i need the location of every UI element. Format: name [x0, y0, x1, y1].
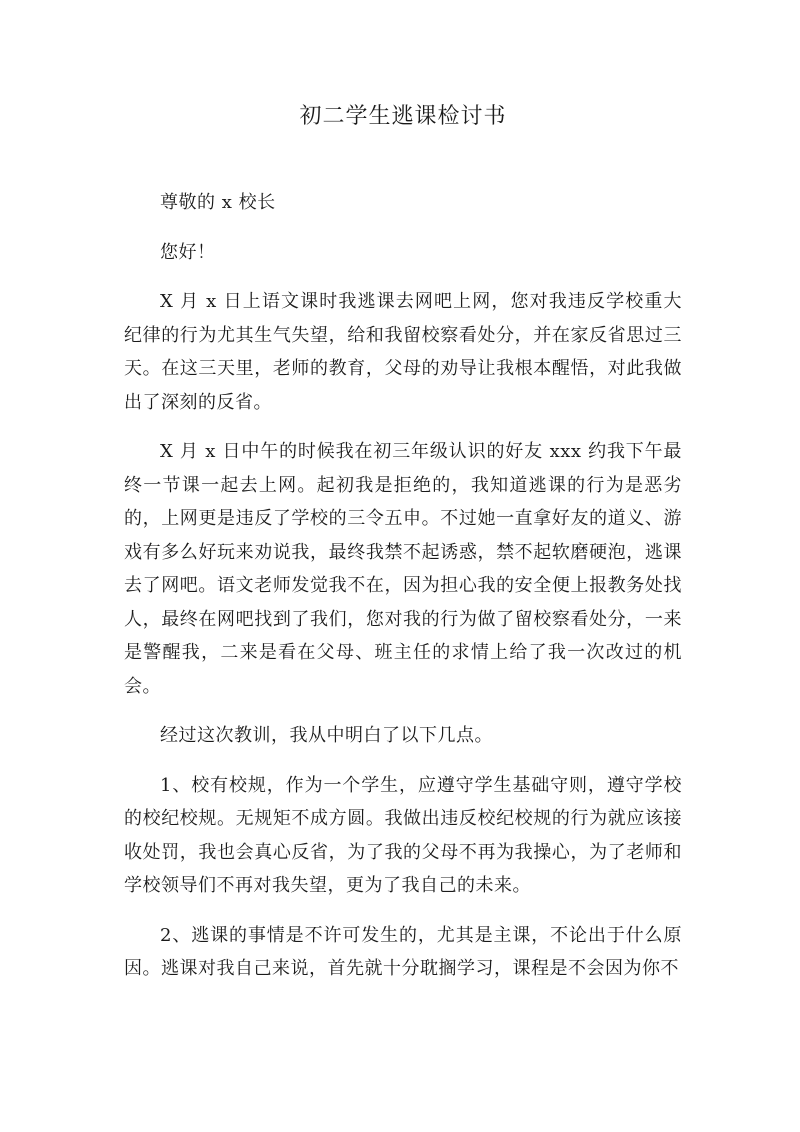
document-page — [124, 100, 682, 1002]
greeting: 您好！ — [160, 241, 216, 263]
paragraph-point-1: 1、校有校规，作为一个学生，应遵守学生基础守则，遵守学校的校纪校规。无规矩不成方圆。我做出违反校纪校规的行为就应该接收处罚，我也会真心反省，为了我的父母不再为我操心，为了老师和学校领导们不再对我失望，更为了我自己的未来。 — [124, 774, 682, 896]
paragraph-details: X 月 x 日中午的时候我在初三年级认识的好友 xxx 约我下午最终一节课一起去上网。起初我是拒绝的，我知道逃课的行为是恶劣的，上网更是违反了学校的三令五申。不过她一直拿好友的道义、游戏有多么好玩来劝说我，最终我禁不起诱惑，禁不起软磨硬泡，逃课去了网吧。语文老师发觉我不在，因为担心我的安全便上报教务处找人，最终在网吧找到了我们，您对我的行为做了留校察看处分，一来是警醒我，二来是看在父母、班主任的求情上给了我一次改过的机会。 — [124, 441, 682, 697]
salutation: 尊敬的 x 校长 — [160, 192, 276, 213]
paragraph-lessons-intro: 经过这次教训，我从中明白了以下几点。 — [160, 725, 493, 746]
paragraph-incident: X 月 x 日上语文课时我逃课去网吧上网，您对我违反学校重大纪律的行为尤其生气失望，给和我留校察看处分，并在家反省思过三天。在这三天里，老师的教育，父母的劝导让我根本醒悟，对此我做出了深刻的反省。 — [124, 291, 682, 413]
document-title: 初二学生逃课检讨书 — [299, 104, 507, 129]
paragraph-point-2: 2、逃课的事情是不许可发生的，尤其是主课，不论出于什么原因。逃课对我自己来说，首先就十分耽搁学习，课程是不会因为你不 — [124, 924, 682, 979]
